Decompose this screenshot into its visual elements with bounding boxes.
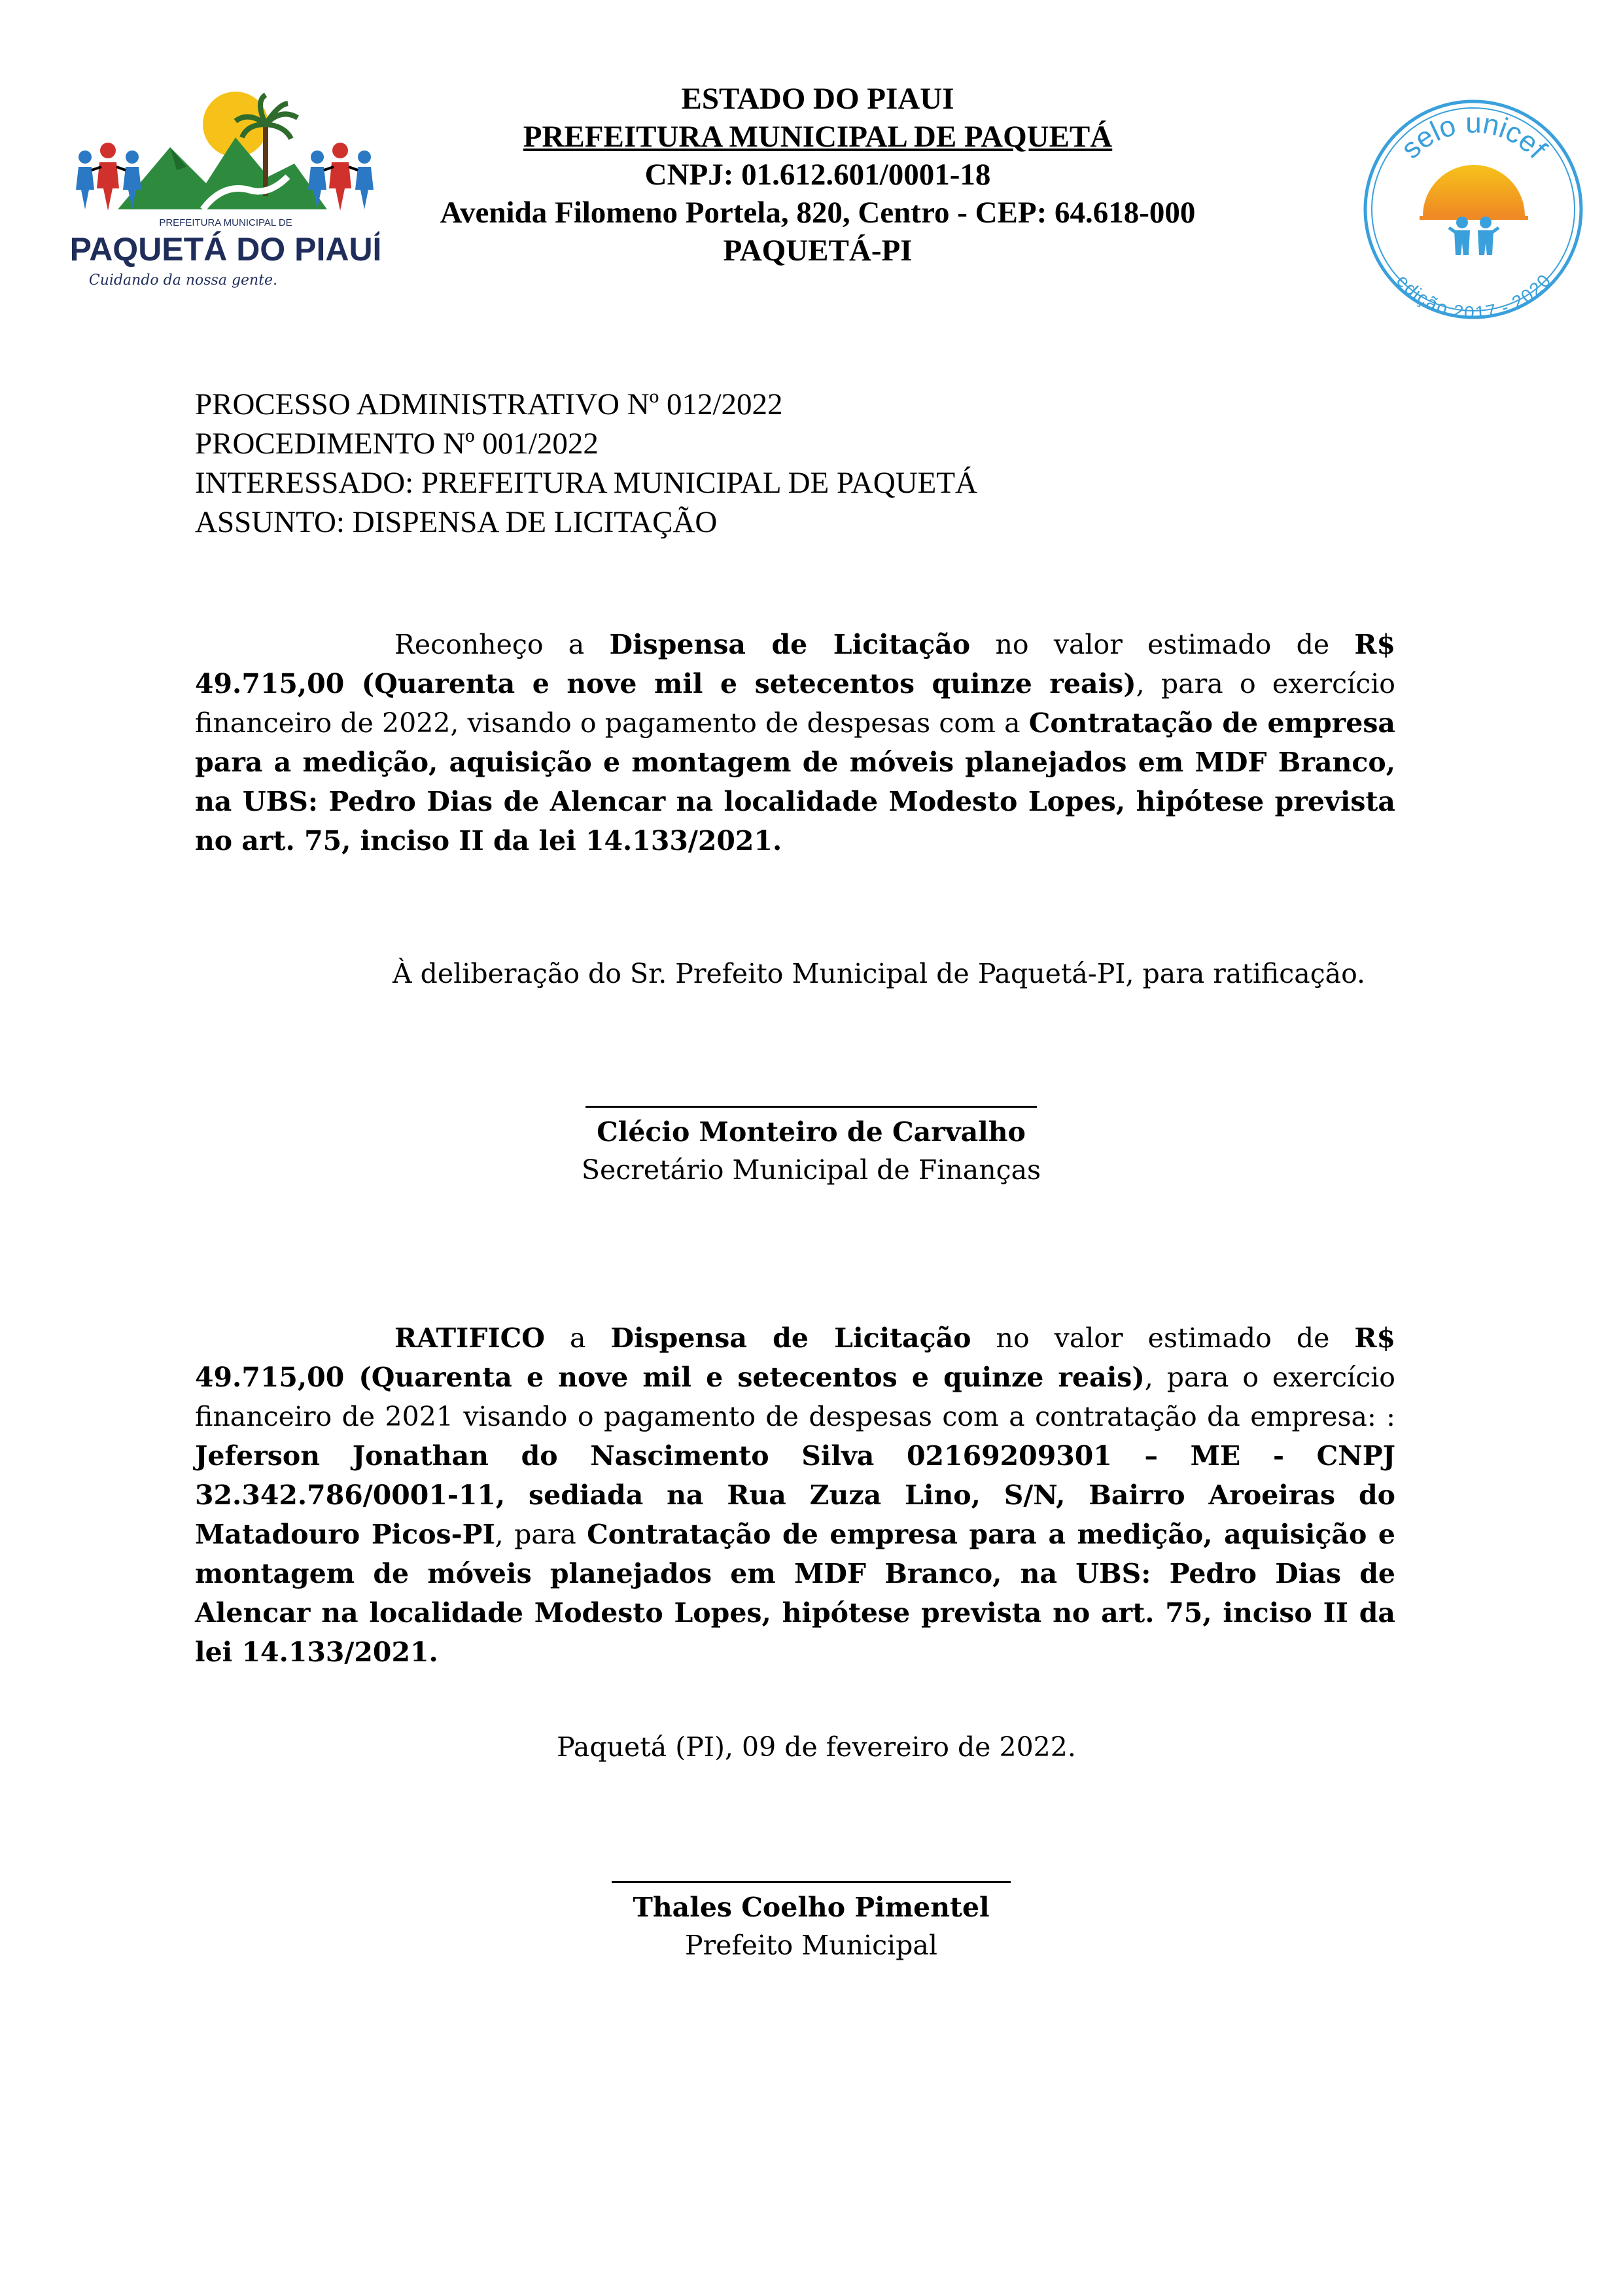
date-line: Paquetá (PI), 09 de fevereiro de 2022.	[557, 1731, 1076, 1763]
p2-text-4: , para	[495, 1519, 587, 1550]
processo-line: PROCESSO ADMINISTRATIVO Nº 012/2022	[195, 387, 783, 421]
p2-text-3: , para o exercício financeiro de 2021 visando o pagamento de despesas com a contratação da empresa: :	[195, 1362, 1395, 1432]
unicef-seal	[1357, 98, 1590, 321]
header-prefeitura: PREFEITURA MUNICIPAL DE PAQUETÁ	[523, 120, 1113, 154]
signature-block-mayor	[497, 1881, 1125, 1964]
palm-tree-icon	[263, 124, 268, 196]
header-state: ESTADO DO PIAUI	[681, 82, 954, 116]
unicef-seal-graphic	[1357, 98, 1590, 321]
signer-name: Thales Coelho Pimentel	[633, 1892, 990, 1923]
p1-text-2: no valor estimado de	[970, 629, 1355, 660]
p2-bold-3: R$ 49.715,00 (Quarenta e nove mil e setecentos e quinze reais)	[195, 1322, 1395, 1393]
document-header	[393, 80, 1243, 270]
p1-text-3: , para o exercício financeiro de 2022, visando o pagamento de despesas com a	[195, 668, 1395, 739]
seal-bottom-text: edição 2017 - 2020	[1392, 270, 1555, 321]
signer-role: Secretário Municipal de Finanças	[581, 1154, 1041, 1186]
p1-bold-2: R$ 49.715,00 (Quarenta e nove mil e setecentos quinze reais)	[195, 629, 1395, 699]
p1-bold-1: Dispensa de Licitação	[609, 629, 971, 660]
signature-block-secretary	[497, 1106, 1125, 1189]
logo-title: PAQUETÁ DO PIAUÍ	[72, 231, 379, 268]
p2-text-1: a	[544, 1322, 611, 1354]
people-right-icon	[308, 143, 374, 211]
p2-bold-5: Contratação de empresa para a medição, aquisição e montagem de móveis planejados em MDF Branco, na UBS: Pedro Dias de Alencar na localidade Modesto Lopes, hipótese prevista no art. 75, inciso II da lei 14.133/2021.	[195, 1519, 1395, 1668]
p1-text-1: Reconheço a	[394, 629, 610, 660]
paqueta-logo	[72, 85, 379, 294]
header-city: PAQUETÁ-PI	[723, 234, 913, 268]
p2-bold-1: RATIFICO	[394, 1322, 545, 1354]
p2-bold-2: Dispensa de Licitação	[610, 1322, 971, 1354]
signer-name: Clécio Monteiro de Carvalho	[597, 1116, 1026, 1148]
signer-role: Prefeito Municipal	[685, 1930, 937, 1961]
process-meta	[195, 385, 1438, 542]
p2-text-2: no valor estimado de	[971, 1322, 1355, 1354]
signature-line	[612, 1881, 1011, 1883]
deliberation-line: À deliberação do Sr. Prefeito Municipal de Paquetá-PI, para ratificação.	[393, 958, 1366, 989]
p1-bold-3: Contratação de empresa para a medição, aquisição e montagem de móveis planejados em MDF Branco, na UBS: Pedro Dias de Alencar na localidade Modesto Lopes, hipótese prevista no art. 75, inciso II da lei 14.133/2021.	[195, 707, 1395, 857]
seal-top-text: selo unicef	[1395, 107, 1553, 165]
assunto-line: ASSUNTO: DISPENSA DE LICITAÇÃO	[195, 505, 718, 539]
paqueta-logo-graphic	[72, 85, 379, 294]
procedimento-line: PROCEDIMENTO Nº 001/2022	[195, 427, 599, 461]
people-left-icon	[76, 143, 141, 211]
logo-small-text: PREFEITURA MUNICIPAL DE	[159, 217, 292, 228]
ratification-paragraph	[195, 1318, 1395, 1672]
header-address: Avenida Filomeno Portela, 820, Centro - CEP: 64.618-000	[440, 196, 1196, 230]
recognition-paragraph	[195, 625, 1395, 860]
interessado-line: INTERESSADO: PREFEITURA MUNICIPAL DE PAQUETÁ	[195, 466, 977, 500]
signature-line	[585, 1106, 1037, 1108]
p2-bold-4: Jeferson Jonathan do Nascimento Silva 02169209301 – ME - CNPJ 32.342.786/0001-11, sediada na Rua Zuza Lino, S/N, Bairro Aroeiras do Matadouro Picos-PI	[195, 1440, 1395, 1550]
logo-slogan: Cuidando da nossa gente.	[88, 272, 278, 289]
header-cnpj: CNPJ: 01.612.601/0001-18	[644, 158, 991, 192]
